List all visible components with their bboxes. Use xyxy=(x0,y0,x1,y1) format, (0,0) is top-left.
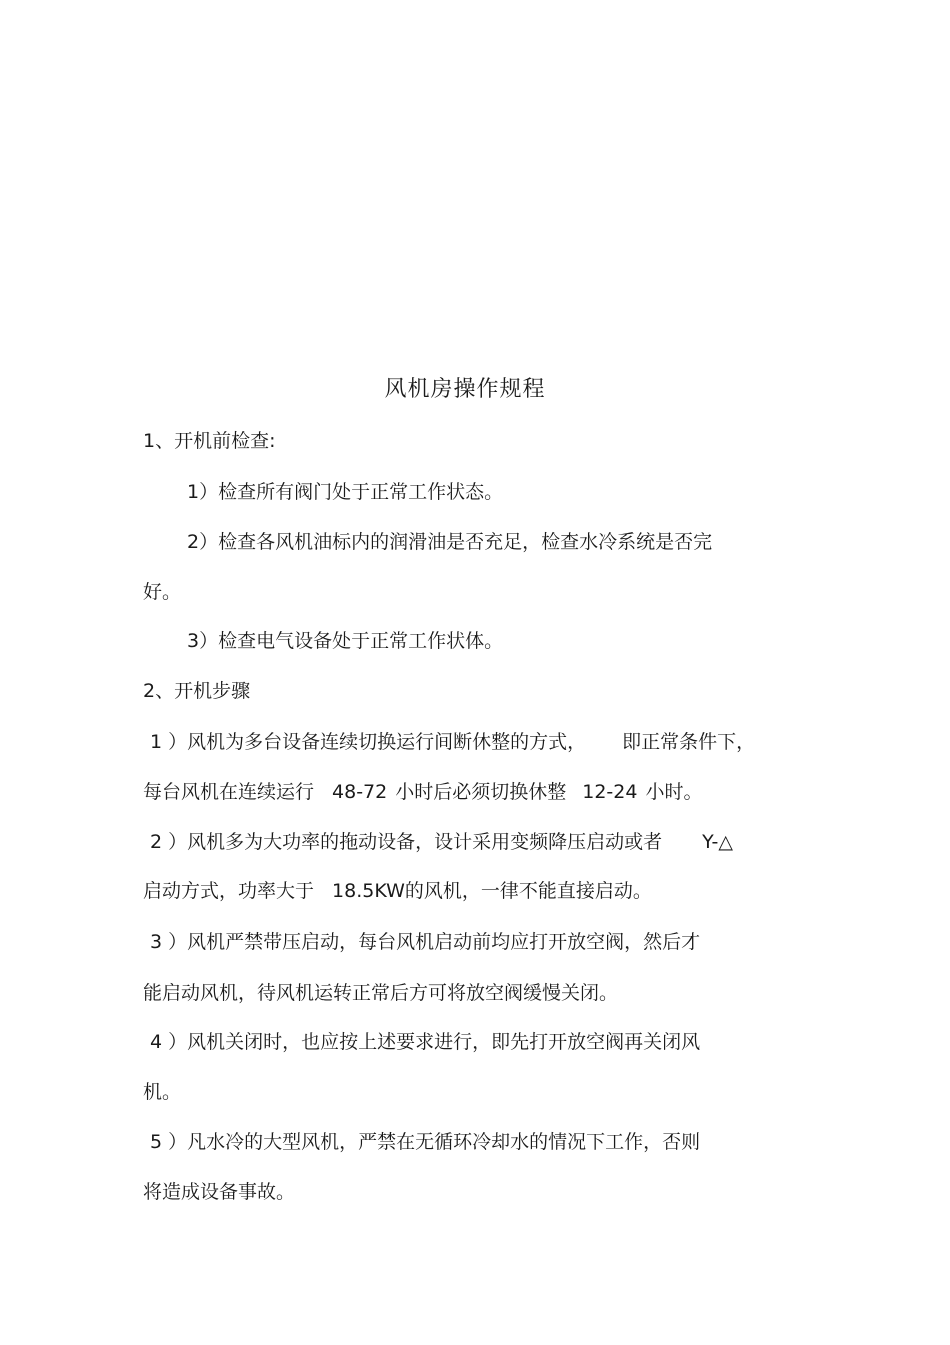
section2-line-4 xyxy=(143,877,652,905)
text-segment: 小时。 xyxy=(645,781,703,803)
text-segment: 2 ）风机多为大功率的拖动设备，设计采用变频降压启动或者 xyxy=(150,831,663,853)
section2-line-9: 5 ）凡水冷的大型风机，严禁在无循环冷却水的情况下工作，否则 xyxy=(150,1131,701,1153)
section2-line-1 xyxy=(150,728,755,756)
section2-line-7: 4 ）风机关闭时，也应按上述要求进行，即先打开放空阀再关闭风 xyxy=(150,1031,701,1053)
section1-item-2: 2）检查各风机油标内的润滑油是否充足，检查水冷系统是否完 xyxy=(187,531,713,553)
text-segment: 启动方式，功率大于 xyxy=(143,880,315,902)
section2-line-2 xyxy=(143,778,702,806)
page-title: 风机房操作规程 xyxy=(384,377,546,402)
text-segment: 每台风机在连续运行 xyxy=(143,781,315,803)
section1-item-2-continued: 好。 xyxy=(143,581,182,603)
text-segment: 12-24 xyxy=(582,781,638,803)
text-segment: 即正常条件下， xyxy=(622,731,756,753)
section2-line-5: 3 ）风机严禁带压启动，每台风机启动前均应打开放空阀，然后才 xyxy=(150,931,701,953)
section1-item-1: 1）检查所有阀门处于正常工作状态。 xyxy=(187,481,504,503)
section1-item-3: 3）检查电气设备处于正常工作状体。 xyxy=(187,630,504,652)
text-segment: 1 ）风机为多台设备连续切换运行间断休整的方式， xyxy=(150,731,587,753)
text-segment: Y-△ xyxy=(702,831,733,853)
text-segment: 48-72 xyxy=(332,781,388,803)
section2-line-8: 机。 xyxy=(143,1081,182,1103)
section2-line-10: 将造成设备事故。 xyxy=(143,1181,296,1203)
section2-heading: 2、开机步骤 xyxy=(143,680,251,702)
section2-line-3 xyxy=(150,828,733,856)
section2-line-6: 能启动风机，待风机运转正常后方可将放空阀缓慢关闭。 xyxy=(143,982,619,1004)
text-segment: 小时后必须切换休整 xyxy=(395,781,567,803)
text-segment: 18.5KW的风机，一律不能直接启动。 xyxy=(332,880,652,902)
section1-heading: 1、开机前检查: xyxy=(143,430,276,452)
